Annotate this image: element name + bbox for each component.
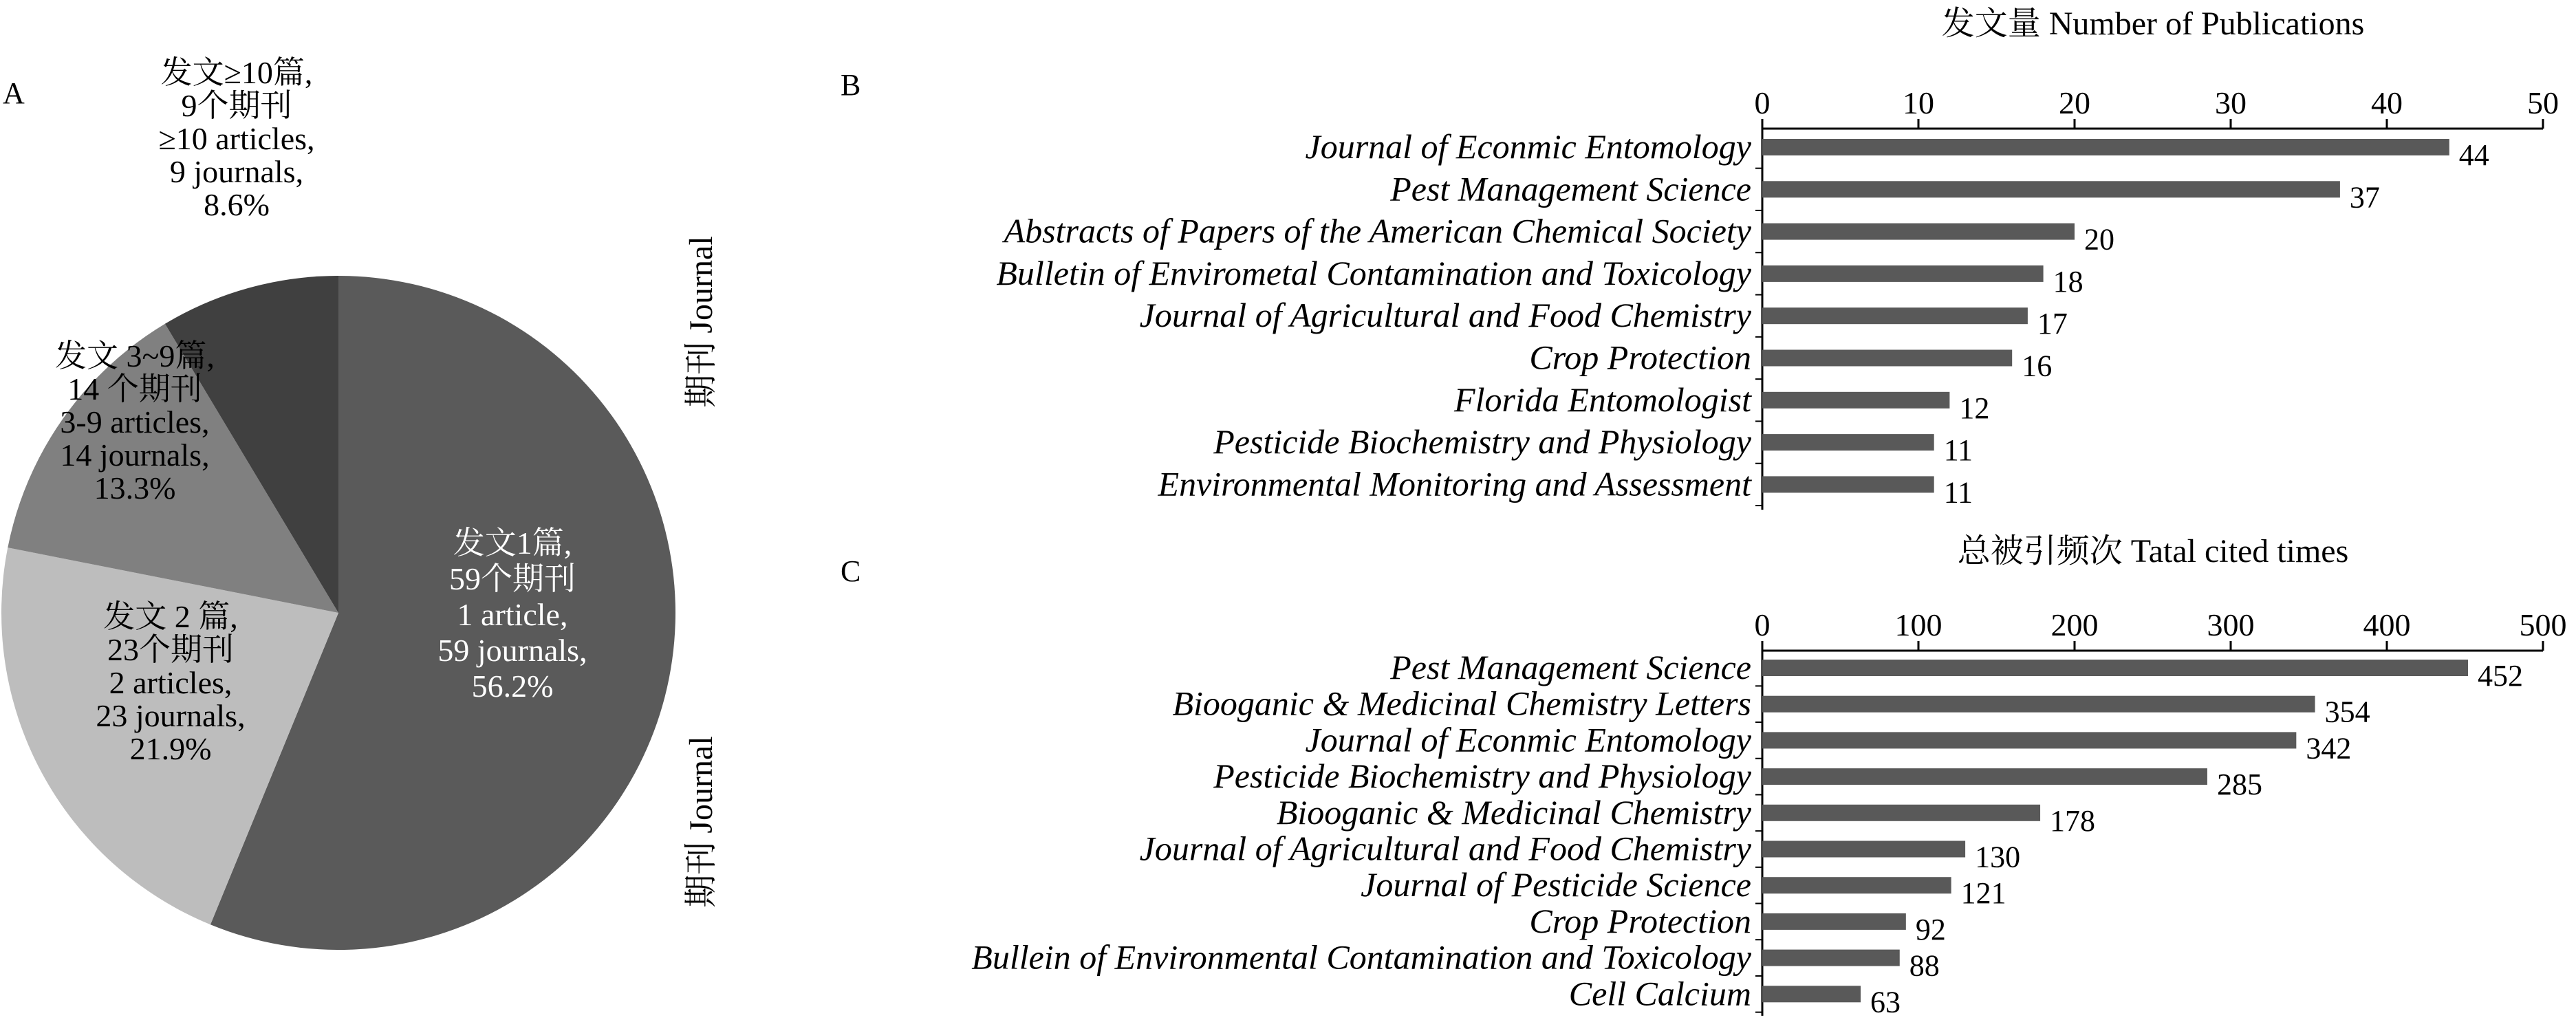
category-label: Pesticide Biochemistry and Physiology	[1213, 422, 1751, 462]
pie-label-line: 发文≥10篇,	[160, 55, 313, 90]
bar	[1762, 350, 2012, 367]
chart-title: 发文量 Number of Publications	[1941, 6, 2365, 42]
bar	[1762, 224, 2075, 240]
panel-label-b: B	[841, 68, 861, 102]
bar	[1762, 768, 2207, 785]
x-tick-label: 300	[2207, 607, 2255, 642]
category-label: Biooganic & Medicinal Chemistry Letters	[1172, 684, 1751, 723]
bar	[1762, 392, 1949, 409]
pie-label-line: 59 journals,	[437, 633, 587, 668]
pie-label-line: 23 journals,	[96, 698, 246, 733]
bar	[1762, 913, 1906, 930]
category-label: Abstracts of Papers of the American Chemical Society	[1004, 211, 1751, 250]
value-label: 285	[2216, 768, 2262, 802]
pie-chart	[1, 55, 675, 950]
value-label: 452	[2478, 659, 2524, 693]
value-label: 12	[1959, 391, 1990, 425]
category-label: Journal of Agricultural and Food Chemistry	[1139, 829, 1751, 868]
pie-label-line: 9个期刊	[181, 88, 292, 123]
bar	[1762, 307, 2028, 324]
x-tick-label: 20	[2059, 85, 2090, 120]
pie-label-line: 1 article,	[457, 597, 568, 632]
category-label: Journal of Econmic Entomology	[1305, 127, 1751, 166]
value-label: 44	[2458, 138, 2489, 172]
value-label: 88	[1909, 948, 1940, 983]
bar	[1762, 732, 2296, 748]
x-tick-label: 40	[2371, 85, 2403, 120]
value-label: 92	[1915, 912, 1946, 946]
pie-label-line: 13.3%	[94, 470, 176, 506]
pie-slice-label-4	[158, 55, 314, 222]
y-axis-label: 期刊 Journal	[683, 236, 719, 408]
category-label: Journal of Econmic Entomology	[1305, 720, 1751, 759]
x-tick-label: 50	[2527, 85, 2559, 120]
bar	[1762, 434, 1934, 451]
category-label: Environmental Monitoring and Assessment	[1158, 464, 1751, 503]
value-label: 20	[2084, 222, 2114, 257]
bar-chart-c	[683, 533, 2567, 1019]
pie-label-line: 56.2%	[471, 669, 554, 704]
category-label: Pest Management Science	[1390, 648, 1751, 686]
pie-label-line: 14 个期刊	[67, 371, 202, 406]
pie-label-line: 8.6%	[204, 187, 270, 222]
category-label: Florida Entomologist	[1454, 380, 1751, 419]
category-label: Cell Calcium	[1568, 974, 1751, 1013]
pie-label-line: 发文1篇,	[453, 525, 572, 561]
y-axis-label: 期刊 Journal	[683, 736, 719, 908]
category-label: Journal of Agricultural and Food Chemistry	[1139, 296, 1751, 335]
value-label: 11	[1943, 433, 1973, 468]
category-label: Biooganic & Medicinal Chemistry	[1276, 792, 1751, 832]
value-label: 17	[2037, 307, 2068, 341]
panel-label-a: A	[3, 76, 25, 110]
bar	[1762, 181, 2340, 197]
value-label: 121	[1960, 876, 2006, 911]
x-tick-label: 10	[1903, 85, 1934, 120]
x-tick-label: 100	[1894, 607, 1942, 642]
value-label: 63	[1870, 985, 1901, 1019]
category-label: Pesticide Biochemistry and Physiology	[1213, 757, 1751, 796]
pie-label-line: 2 articles,	[109, 665, 232, 700]
value-label: 342	[2306, 731, 2352, 766]
x-tick-label: 30	[2215, 85, 2247, 120]
pie-label-line: 9 journals,	[169, 154, 304, 189]
x-tick-label: 200	[2050, 607, 2099, 642]
category-label: Journal of Pesticide Science	[1361, 865, 1751, 904]
value-label: 178	[2050, 803, 2096, 838]
bar	[1762, 950, 1900, 966]
bar	[1762, 696, 2315, 713]
bar	[1762, 805, 2040, 821]
bar	[1762, 877, 1951, 893]
bar	[1762, 265, 2044, 282]
pie-label-line: ≥10 articles,	[158, 121, 315, 156]
value-label: 11	[1943, 475, 1973, 510]
bar-chart-b	[683, 6, 2559, 510]
bar	[1762, 841, 1965, 858]
pie-label-line: 发文 3~9篇,	[55, 338, 215, 373]
category-label: Crop Protection	[1529, 901, 1751, 940]
category-label: Bulletin of Envirometal Contamination and Toxicology	[996, 253, 1751, 292]
x-tick-label: 0	[1754, 85, 1771, 120]
x-tick-label: 400	[2363, 607, 2411, 642]
value-label: 354	[2324, 695, 2370, 729]
value-label: 37	[2349, 180, 2380, 215]
chart-title: 总被引频次 Tatal cited times	[1957, 533, 2349, 569]
x-tick-label: 0	[1754, 607, 1771, 642]
pie-label-line: 59个期刊	[449, 561, 576, 596]
pie-label-line: 发文 2 篇,	[103, 599, 238, 634]
pie-label-line: 21.9%	[129, 731, 212, 766]
bar	[1762, 986, 1861, 1002]
pie-label-line: 23个期刊	[107, 632, 234, 667]
category-label: Bullein of Environmental Contamination and Toxicology	[971, 937, 1751, 977]
bar	[1762, 660, 2468, 676]
x-tick-label: 500	[2519, 607, 2567, 642]
value-label: 16	[2022, 349, 2053, 383]
pie-label-line: 14 journals,	[60, 437, 210, 473]
category-label: Crop Protection	[1529, 338, 1751, 377]
pie-label-line: 3-9 articles,	[60, 404, 210, 440]
value-label: 130	[1975, 840, 2021, 874]
bar	[1762, 476, 1934, 492]
bar	[1762, 139, 2449, 155]
value-label: 18	[2053, 264, 2083, 299]
category-label: Pest Management Science	[1390, 169, 1751, 208]
panel-label-c: C	[841, 554, 861, 588]
